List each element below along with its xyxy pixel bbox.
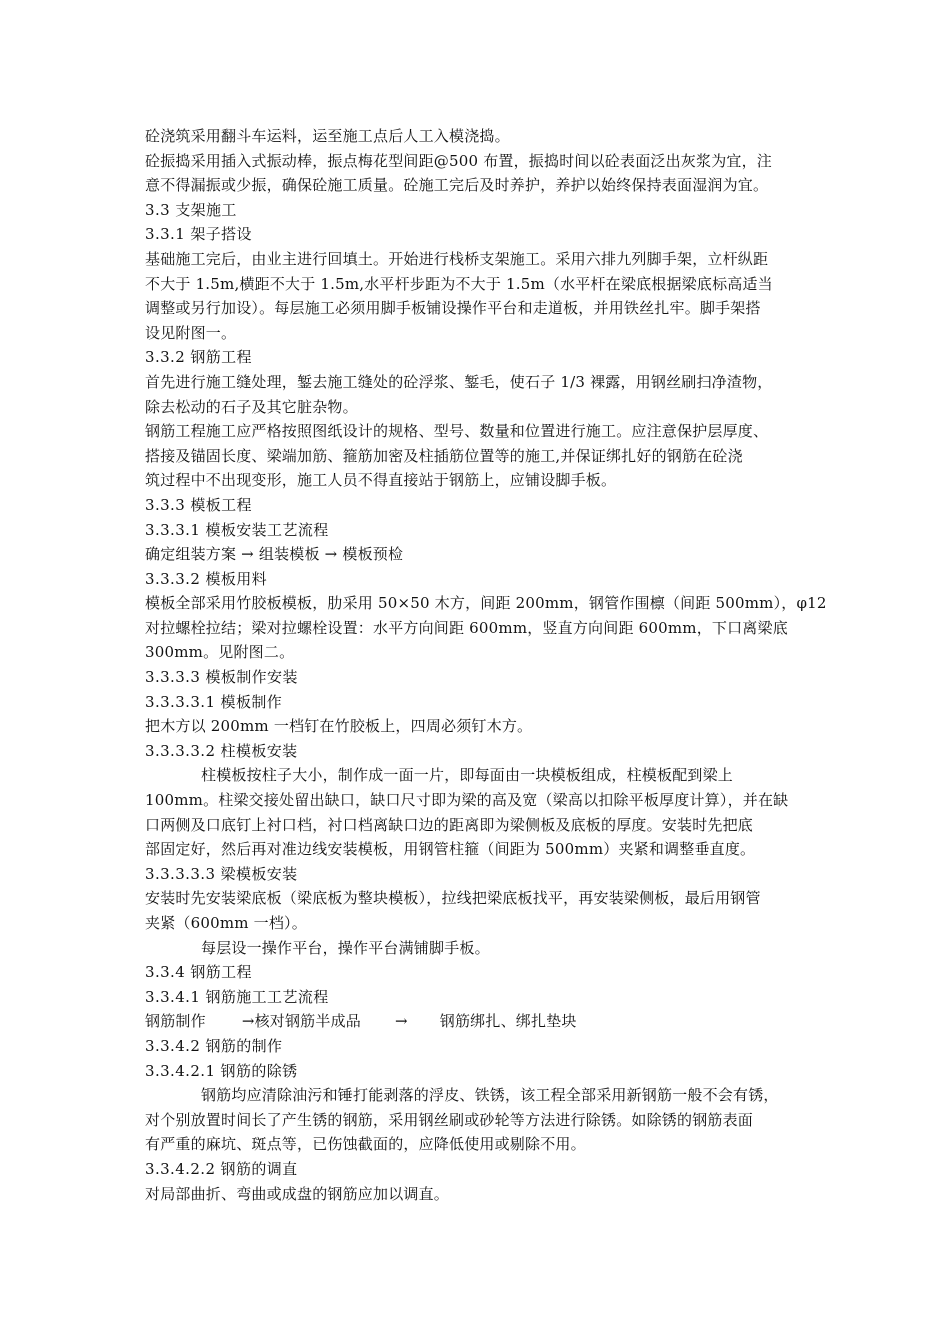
- paragraph-line: 对拉螺栓拉结；梁对拉螺栓设置：水平方向间距 600mm，竖直方向间距 600mm，下口离梁底: [145, 618, 788, 637]
- paragraph-line: 不大于 1.5m,横距不大于 1.5m,水平杆步距为不大于 1.5m（水平杆在梁底根据梁底标高适当: [145, 274, 773, 293]
- paragraph-line: 基础施工完后，由业主进行回填土。开始进行栈桥支架施工。采用六排九列脚手架，立杆纵距: [145, 249, 769, 268]
- section-heading: 3.3.3.1 模板安装工艺流程: [145, 520, 329, 539]
- section-heading: 3.3.1 架子搭设: [145, 225, 252, 244]
- section-heading: 3.3.3.3.2 柱模板安装: [145, 741, 298, 760]
- section-heading: 3.3.4.1 钢筋施工工艺流程: [145, 987, 329, 1006]
- formwork-process-flow: 确定组装方案 → 组装模板 → 模板预检: [145, 545, 404, 564]
- paragraph-line: 对个别放置时间长了产生锈的钢筋，采用钢丝刷或砂轮等方法进行除锈。如除锈的钢筋表面: [145, 1110, 754, 1129]
- paragraph-line: 首先进行施工缝处理，錾去施工缝处的砼浮浆、錾毛，使石子 1/3 裸露，用钢丝刷扫净渣物，: [145, 372, 773, 391]
- section-heading: 3.3.4.2.2 钢筋的调直: [145, 1159, 298, 1178]
- paragraph-line: 设见附图一。: [145, 323, 237, 342]
- flow-step-check: →核对钢筋半成品: [241, 1012, 361, 1031]
- section-heading: 3.3.3.3.3 梁模板安装: [145, 864, 298, 883]
- paragraph-line: 钢筋均应清除油污和锤打能剥落的浮皮、铁锈，该工程全部采用新钢筋一般不会有锈，: [201, 1086, 779, 1105]
- paragraph-line: 筑过程中不出现变形，施工人员不得直接站于钢筋上，应铺设脚手板。: [145, 471, 617, 490]
- paragraph-line: 意不得漏振或少振，确保砼施工质量。砼施工完后及时养护，养护以始终保持表面湿润为宜。: [145, 176, 769, 195]
- paragraph-line: 调整或另行加设）。每层施工必须用脚手板铺设操作平台和走道板，并用铁丝扎牢。脚手架搭: [145, 299, 761, 318]
- paragraph-line: 除去松动的石子及其它脏杂物。: [145, 397, 358, 416]
- paragraph-line: 砼振捣采用插入式振动棒，振点梅花型间距@500 布置，振捣时间以砼表面泛出灰浆为宜，注: [145, 151, 773, 170]
- section-heading: 3.3.3.3.1 模板制作: [145, 692, 283, 711]
- section-heading: 3.3.3 模板工程: [145, 495, 252, 514]
- section-heading: 3.3.2 钢筋工程: [145, 348, 252, 367]
- flow-step-fabrication: 钢筋制作: [145, 1012, 206, 1031]
- paragraph-line: 部固定好，然后再对准边线安装模板，用钢管柱箍（间距为 500mm）夹紧和调整垂直度。: [145, 840, 756, 859]
- paragraph-line: 100mm。柱梁交接处留出缺口，缺口尺寸即为梁的高及宽（梁高以扣除平板厚度计算），并在缺: [145, 791, 789, 810]
- section-heading: 3.3.3.3 模板制作安装: [145, 668, 298, 687]
- paragraph-line: 对局部曲折、弯曲或成盘的钢筋应加以调直。: [145, 1184, 450, 1203]
- flow-step-binding: 钢筋绑扎、绑扎垫块: [439, 1012, 577, 1031]
- paragraph-line: 钢筋工程施工应严格按照图纸设计的规格、型号、数量和位置进行施工。应注意保护层厚度、: [145, 422, 769, 441]
- paragraph-line: 搭接及锚固长度、梁端加筋、箍筋加密及柱插筋位置等的施工,并保证绑扎好的钢筋在砼浇: [145, 446, 743, 465]
- paragraph-line: 砼浇筑采用翻斗车运料，运至施工点后人工入模浇捣。: [145, 127, 510, 145]
- section-heading: 3.3.4.2.1 钢筋的除锈: [145, 1061, 298, 1080]
- section-heading: 3.3.4 钢筋工程: [145, 963, 252, 982]
- flow-arrow: →: [394, 1012, 408, 1031]
- paragraph-line: 模板全部采用竹胶板模板，肋采用 50×50 木方，间距 200mm，钢管作围檩（间距 500mm），φ12: [145, 594, 827, 613]
- paragraph-line: 口两侧及口底钉上衬口档，衬口档离缺口边的距离即为梁侧板及底板的厚度。安装时先把底: [145, 815, 754, 834]
- paragraph-line: 夹紧（600mm 一档）。: [145, 914, 307, 932]
- paragraph-line: 300mm。见附图二。: [145, 643, 295, 662]
- paragraph-line: 把木方以 200mm 一档钉在竹胶板上，四周必须钉木方。: [145, 717, 533, 736]
- paragraph-line: 柱模板按柱子大小，制作成一面一片，即每面由一块模板组成，柱模板配到梁上: [201, 766, 734, 785]
- section-heading: 3.3 支架施工: [145, 200, 237, 219]
- paragraph-line: 安装时先安装梁底板（梁底板为整块模板），拉线把梁底板找平，再安装梁侧板，最后用钢管: [145, 889, 761, 908]
- document-page: [145, 124, 827, 1206]
- section-heading: 3.3.3.2 模板用料: [145, 569, 268, 588]
- rebar-process-flow: [145, 1009, 817, 1034]
- paragraph-line: 每层设一操作平台，操作平台满铺脚手板。: [201, 938, 490, 957]
- paragraph-line: 有严重的麻坑、斑点等，已伤蚀截面的，应降低使用或剔除不用。: [145, 1135, 586, 1154]
- section-heading: 3.3.4.2 钢筋的制作: [145, 1036, 283, 1055]
